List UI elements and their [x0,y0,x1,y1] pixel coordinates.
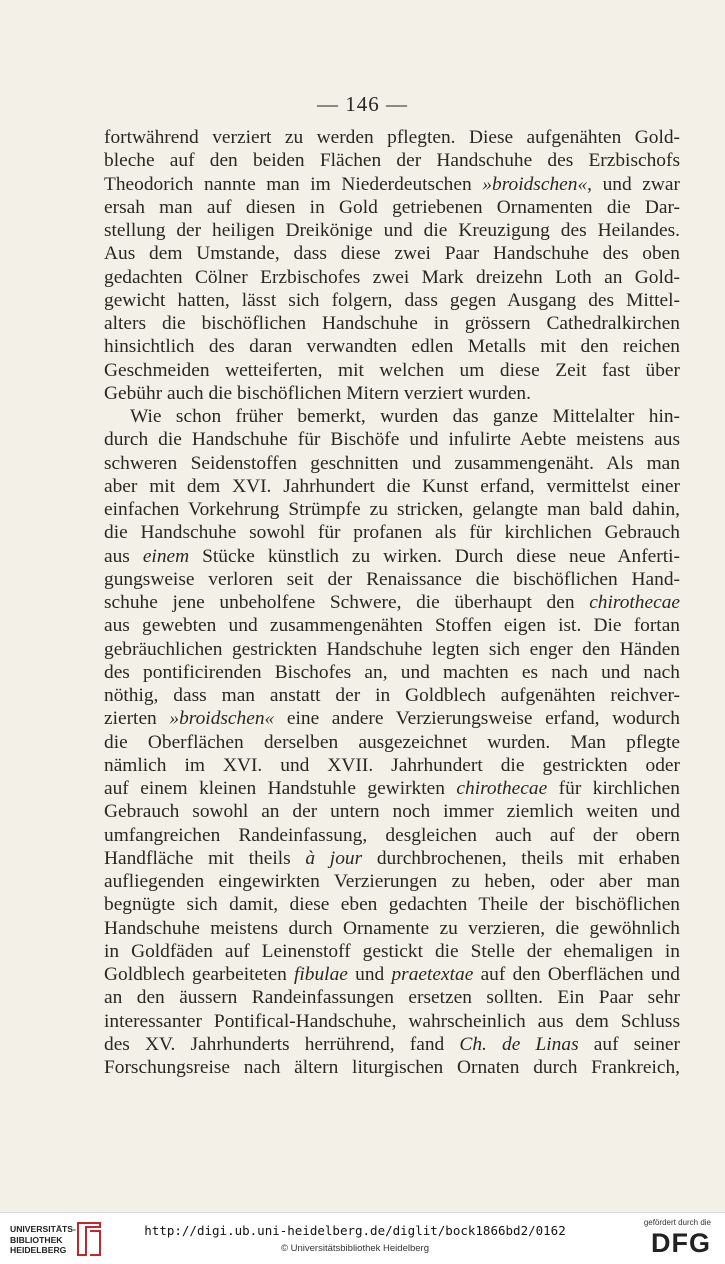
term-a-jour: à jour [305,847,363,869]
text-line: gebräuchlichen gestrickten Handschuhe legten sich enger den Händen [104,638,680,660]
permalink-url[interactable]: http://digi.ub.uni-heidelberg.de/diglit/bock1866bd2/0162 [144,1223,566,1238]
text-line: begnügte sich damit, diese eben gedachten Theile der bischöflichen [104,894,680,916]
text-line: schweren Seidenstoffen geschnitten und zusammengenäht. Als man [104,452,680,474]
text-line: zierten »broidschen« eine andere Verzierungsweise erfand, wodurch [104,708,680,730]
text-line: die Oberflächen derselben ausgezeichnet wurden. Man pflegte [104,731,680,753]
text-line: fortwährend verziert zu werden pflegten. Diese aufgenähten Gold- [104,127,680,148]
text-line: auf einem kleinen Handstuhle gewirkten chirothecae für kirchlichen [104,778,680,799]
text-line: alters die bischöflichen Handschuhe in grössern Cathedralkirchen [104,313,680,334]
text-line: durch die Handschuhe für Bischöfe und infulirte Aebte meistens aus [104,429,680,451]
text-line: gewicht hatten, lässt sich folgern, dass gegen Ausgang des Mittel- [104,289,680,311]
text-line: Gebühr auch die bischöflichen Mitern verziert wurden. [104,382,531,404]
term-ch-de-linas: Ch. de Linas [459,1033,579,1055]
text-line: des XV. Jahrhunderts herrührend, fand Ch. de Linas auf seiner [104,1033,680,1055]
text-line: stellung der heiligen Dreikönige und die Kreuzigung des Heilandes. [104,220,680,241]
text-line: in Goldfäden auf Leinenstoff gestickt die Stelle der ehemaligen in [104,940,680,962]
term-praetextae: praetextae [391,964,474,985]
text-line: umfangreichen Randeinfassung, desgleichen auch auf der obern [104,824,680,846]
text-line: interessanter Pontifical-Handschuhe, wahrscheinlich aus dem Schluss [104,1010,680,1032]
library-name-line: BIBLIOTHEK [10,1234,63,1245]
text-line: einfachen Vorkehrung Strümpfe zu stricken, gelangte man bald dahin, [104,499,680,520]
term-einem: einem [142,545,190,567]
text-line: Gebrauch sowohl an der untern noch immer ziemlich weiten und [104,801,680,823]
text-line: Wie schon früher bemerkt, wurden das ganze Mittelalter hin- [130,406,680,427]
dfg-logo[interactable]: DFG [651,1228,711,1258]
text-line: Handfläche mit theils à jour durchbrochenen, theils mit erhaben [104,847,680,869]
library-logo-icon [74,1219,104,1259]
text-line: des pontificirenden Bischofes an, und machten es nach und nach [104,661,680,683]
term-chirothecae: chirothecae [456,778,548,799]
copyright-text: © Universitätsbibliothek Heidelberg [281,1243,429,1254]
term-broidschen: »broidschen« [482,173,588,195]
text-line: die Handschuhe sowohl für profanen als für kirchlichen Gebrauch [104,522,680,544]
text-line: hinsichtlich des daran verwandten edlen Metalls mit den reichen [104,336,680,358]
text-line: gedachten Cölner Erzbischofes zwei Mark dreizehn Loth an Gold- [104,266,680,288]
text-line: aus gewebten und zusammengenähten Stoffen eigen ist. Die fortan [104,615,680,637]
text-line: ersah man auf diesen in Gold getriebenen Ornamenten die Dar- [104,196,680,218]
text-line: Handschuhe meistens durch Ornamente zu verzieren, die gewöhnlich [104,917,680,939]
term-broidschen: »broidschen« [169,708,275,730]
text-line: nämlich im XVI. und XVII. Jahrhundert die gestrickten oder [104,754,680,776]
body-text [104,126,680,1079]
term-fibulae: fibulae [294,964,348,985]
text-line: nöthig, dass man anstatt der in Goldblech aufgenähten reichver- [104,685,680,706]
library-logo[interactable] [10,1224,76,1256]
library-name-line: UNIVERSITÄTS- [10,1224,76,1234]
library-name-line: HEIDELBERG [10,1245,67,1255]
text-line: Aus dem Umstande, dass diese zwei Paar Handschuhe des oben [104,243,680,265]
text-line: gungsweise verloren seit der Renaissance die bischöflichen Hand- [104,568,680,590]
text-line: schuhe jene unbeholfene Schwere, die überhaupt den chirothecae [104,592,680,613]
text-line: aufliegenden eingewirkten Verzierungen zu heben, oder aber man [104,871,680,892]
text-line: Theodorich nannte man im Niederdeutschen »broidschen«, und zwar [104,173,680,195]
text-line: aus einem Stücke künstlich zu wirken. Durch diese neue Anferti- [104,545,680,567]
footer-bar [0,1212,725,1264]
text-line: bleche auf den beiden Flächen der Handschuhe des Erzbischofs [104,150,680,172]
text-line: Forschungsreise nach ältern liturgischen Ornaten durch Frankreich, [104,1057,680,1078]
term-chirothecae: chirothecae [589,592,680,613]
text-line: Geschmeiden wetteiferten, mit welchen um diese Zeit fast über [104,359,680,381]
text-line: aber mit dem XVI. Jahrhundert die Kunst erfand, vermittelst einer [104,475,680,497]
text-line: Goldblech gearbeiteten fibulae und praetextae auf den Oberflächen und [104,964,680,985]
funding-caption: gefördert durch die [643,1218,711,1227]
text-line: an den äussern Randeinfassungen ersetzen sollten. Ein Paar sehr [104,987,680,1009]
page-number: — 146 — [317,92,408,116]
